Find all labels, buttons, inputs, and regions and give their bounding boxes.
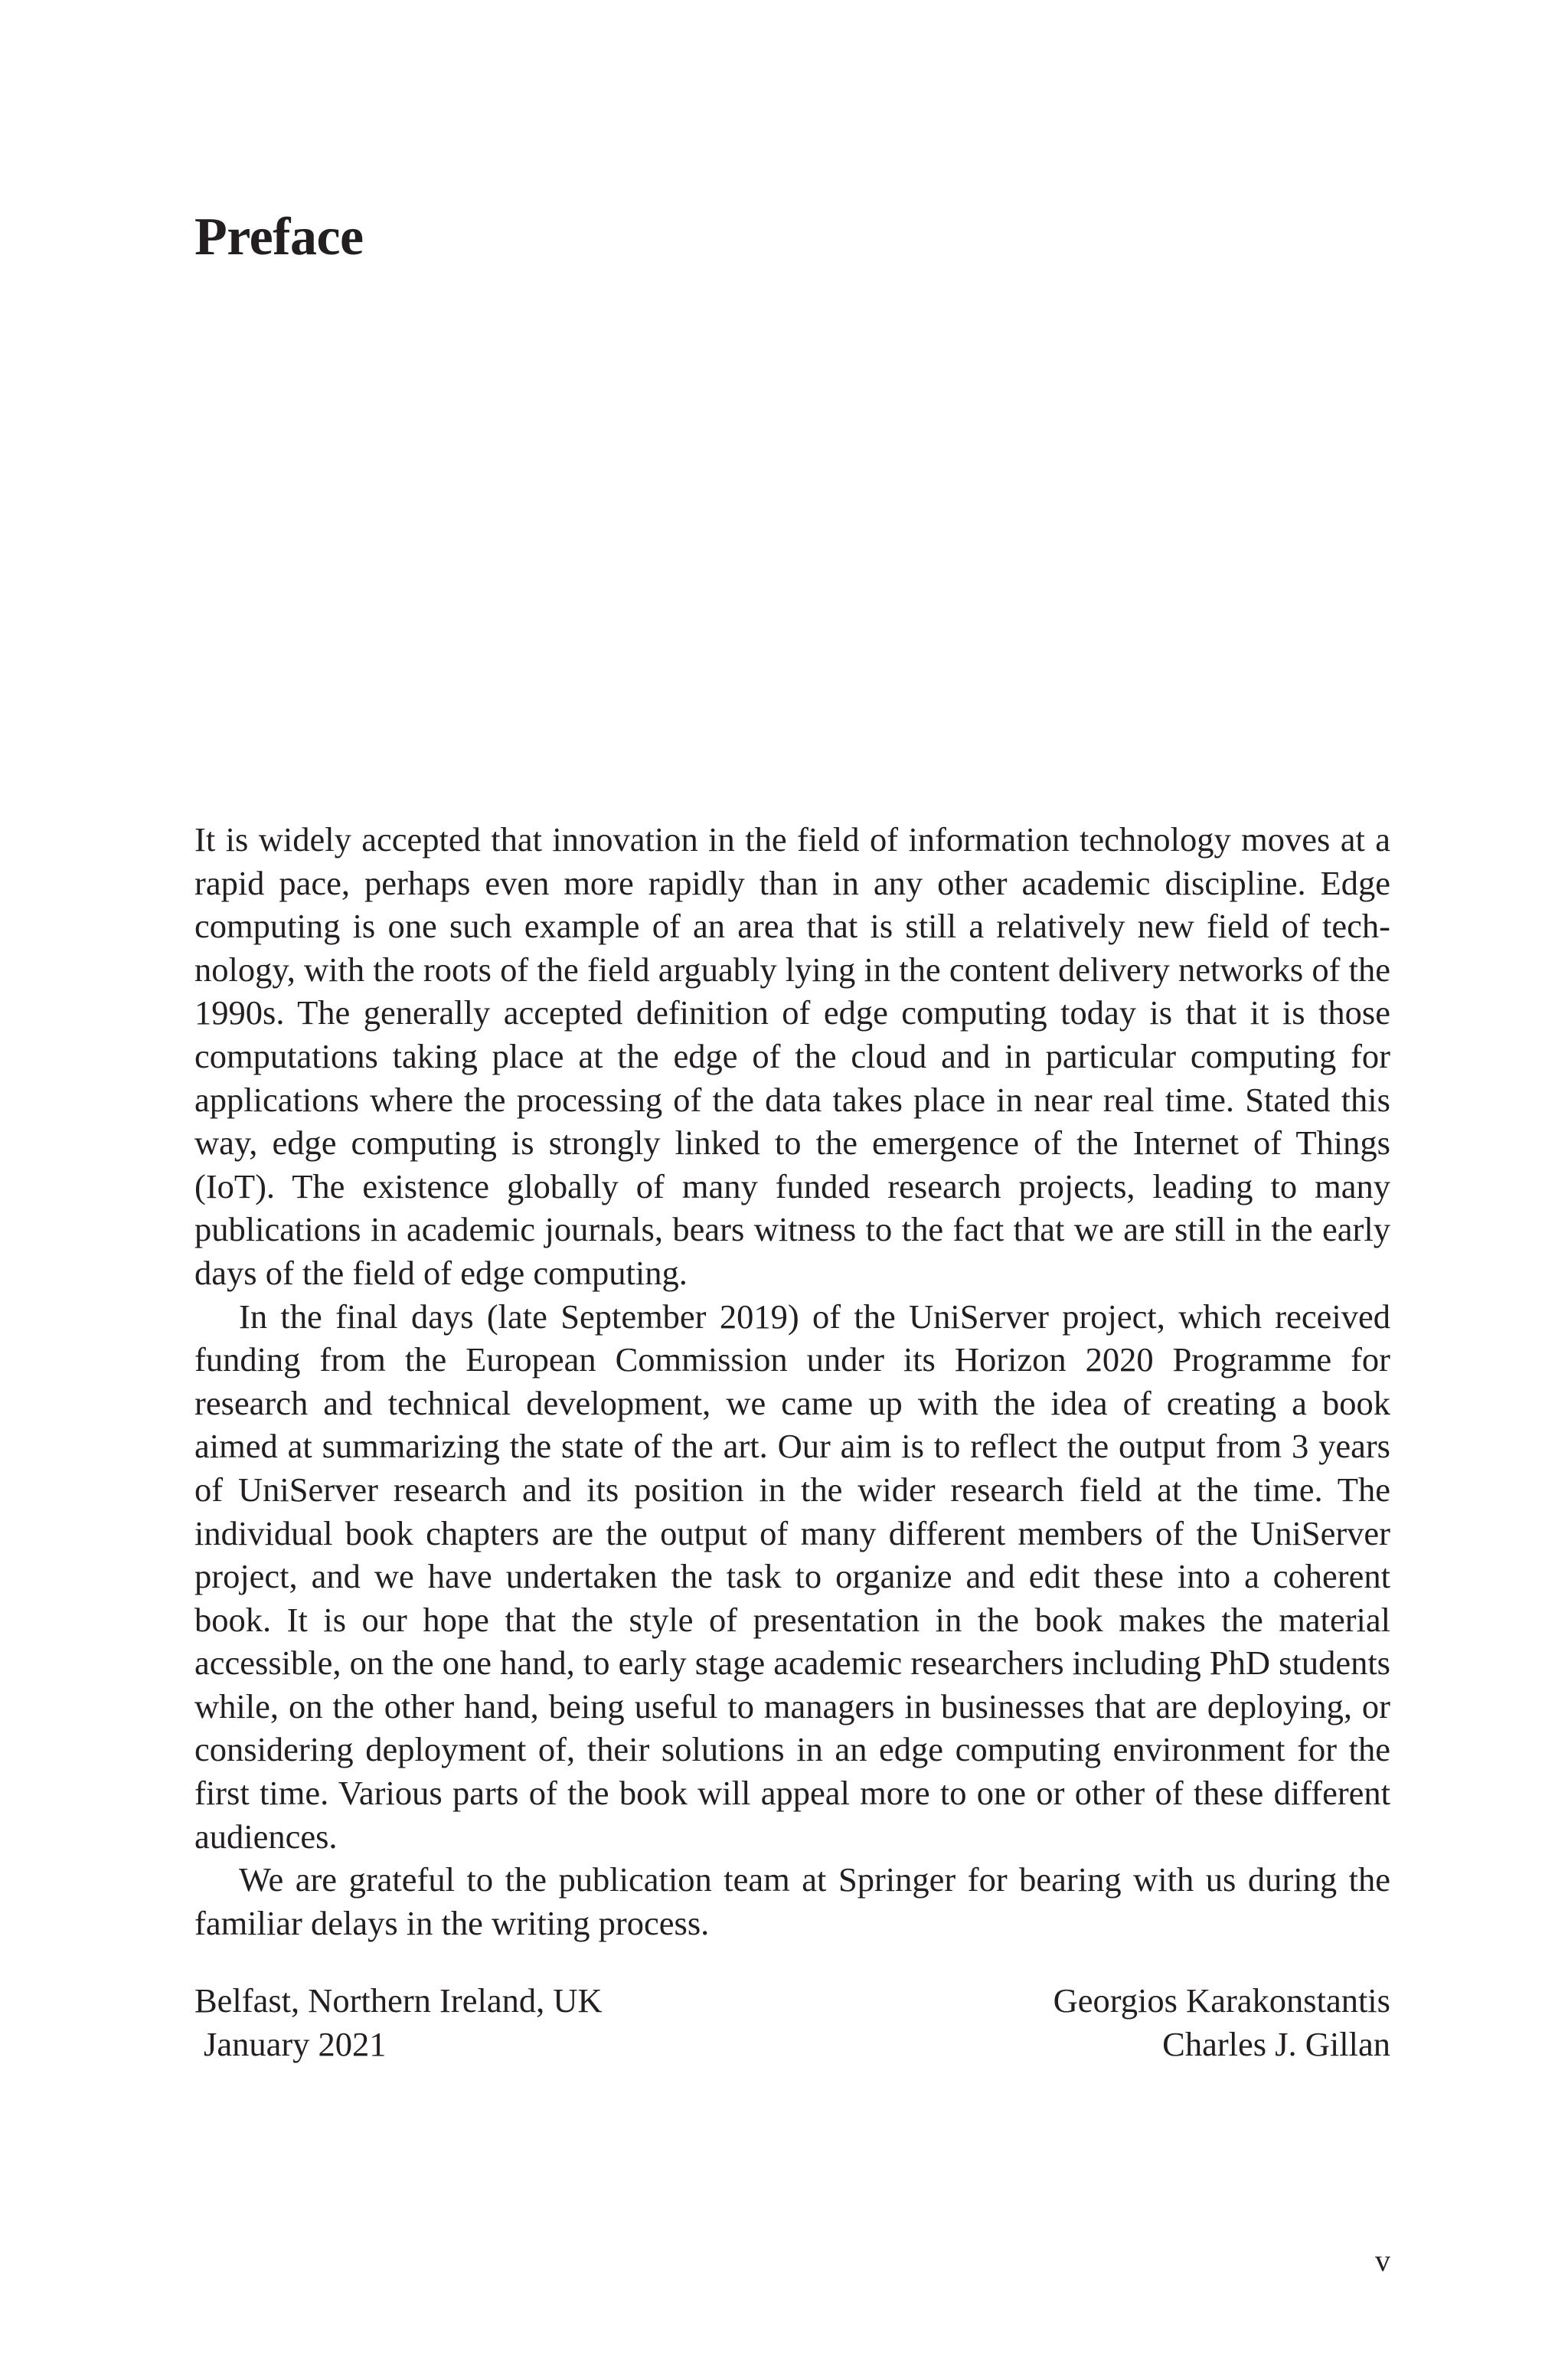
place-and-date	[194, 1979, 603, 2066]
paragraph: We are grateful to the publication team at Springer for bearing with us during the familiar delays in the writing process.	[194, 1860, 1390, 1942]
paragraph: It is widely accepted that innovation in the field of information technology moves at a rapid pace, perhaps even more rapidly than in any other academic discipline. Edge computing is one such example of an area that is still a relatively new field of technology, with the roots of the field arguably lying in the content delivery networks of the 1990s. The generally accepted definition of edge computing today is that it is those computations taking place at the edge of the cloud and in particular computing for applications where the processing of the data takes place in near real time. Stated this way, edge computing is strongly linked to the emergence of the Internet of Things (IoT). The existence globally of many funded research projects, leading to many publications in academic journals, bears witness to the fact that we are still in the early days of the field of edge computing.	[194, 820, 1390, 1292]
page-number: v	[1375, 2243, 1390, 2278]
paragraph: In the final days (late September 2019) of the UniServer project, which received funding from the European Commission under its Horizon 2020 Programme for research and technical development, we came up with the idea of creating a book aimed at summarizing the state of the art. Our aim is to reflect the output from 3 years of UniServer research and its position in the wider research field at the time. The individual book chapters are the output of many different members of the UniServer project, and we have undertaken the task to organize and edit these into a coherent book. It is our hope that the style of presentation in the book makes the material accessible, on the one hand, to early stage academic researchers including PhD students while, on the other hand, being useful to managers in businesses that are deploying, or considering deployment of, their solutions in an edge computing environment for the first time. Various parts of the book will appeal more to one or other of these different audiences.	[194, 1297, 1390, 1856]
authors	[1054, 1979, 1390, 2066]
date-text: January 2021	[204, 2025, 387, 2063]
author-name: Georgios Karakonstantis	[1053, 1981, 1390, 2020]
page-title: Preface	[194, 208, 364, 267]
signoff-block	[194, 1979, 1390, 2071]
place-text: Belfast, Northern Ireland, UK	[194, 1981, 603, 2020]
author-name: Charles J. Gillan	[1162, 2025, 1390, 2063]
preface-body	[194, 818, 1390, 1945]
